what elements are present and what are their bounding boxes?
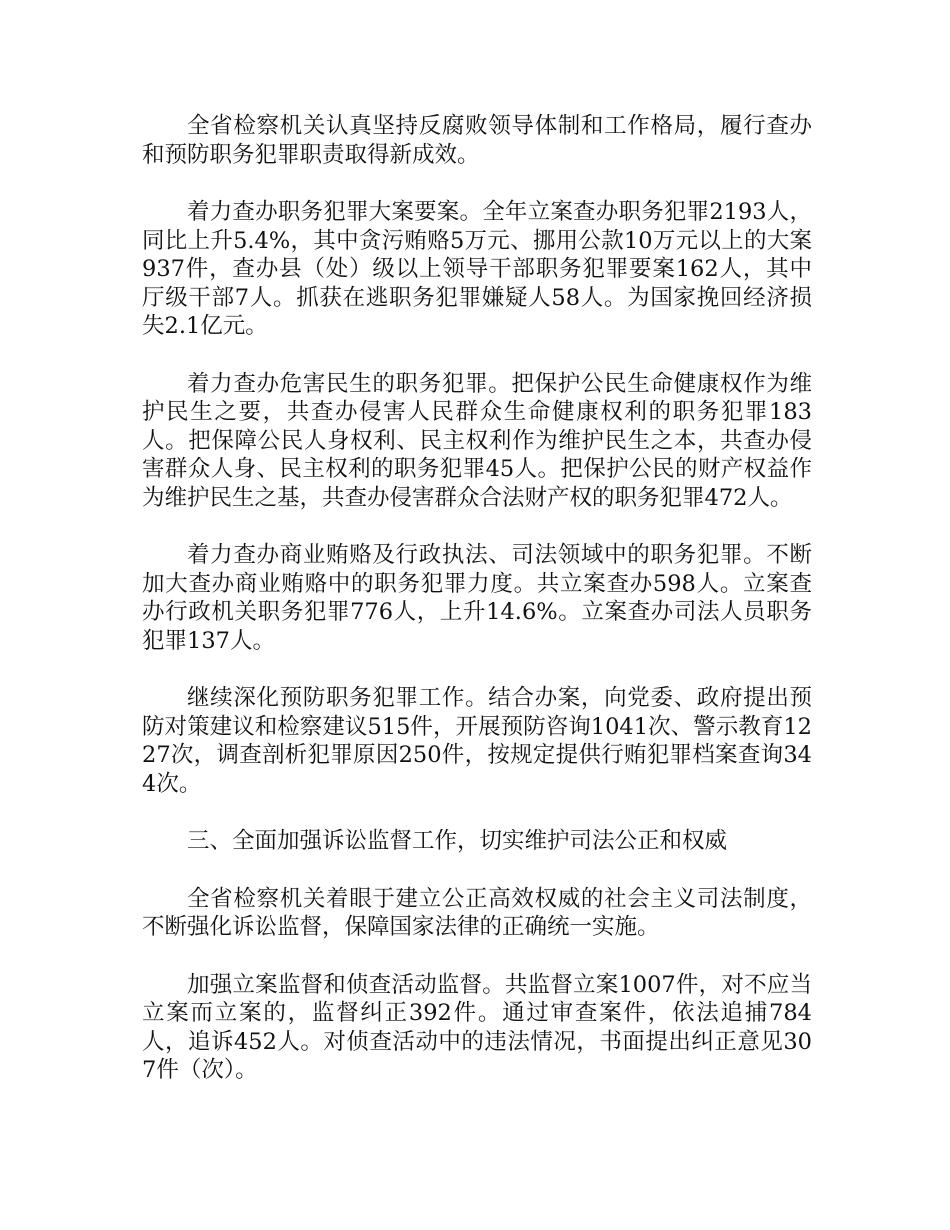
paragraph-anti-corruption-intro: 全省检察机关认真坚持反腐败领导体制和工作格局，履行查办和预防职务犯罪职责取得新成效。 <box>142 113 812 168</box>
document-body <box>142 112 812 1114</box>
paragraph-major-cases: 着力查办职务犯罪大案要案。全年立案查办职务犯罪2193人，同比上升5.4%，其中贪污贿赂5万元、挪用公款10万元以上的大案937件，查办县（处）级以上领导干部职务犯罪要案162人，其中厅级干部7人。抓获在逃职务犯罪嫌疑人58人。为国家挽回经济损失2.1亿元。 <box>142 199 812 339</box>
paragraph-supervision-intro: 全省检察机关着眼于建立公正高效权威的社会主义司法制度，不断强化诉讼监督，保障国家法律的正确统一实施。 <box>142 885 812 940</box>
paragraph-investigation-supervision: 加强立案监督和侦查活动监督。共监督立案1007件，对不应当立案而立案的，监督纠正392件。通过审查案件，依法追捕784人，追诉452人。对侦查活动中的违法情况，书面提出纠正意见307件（次）。 <box>142 971 812 1083</box>
paragraph-prevention-work: 继续深化预防职务犯罪工作。结合办案，向党委、政府提出预防对策建议和检察建议515件，开展预防咨询1041次、警示教育1227次，调查剖析犯罪原因250件，按规定提供行贿犯罪档案查询344次。 <box>142 685 812 797</box>
paragraph-commercial-bribery: 着力查办商业贿赂及行政执法、司法领域中的职务犯罪。不断加大查办商业贿赂中的职务犯罪力度。共立案查办598人。立案查办行政机关职务犯罪776人，上升14.6%。立案查办司法人员职务犯罪137人。 <box>142 542 812 654</box>
paragraph-livelihood-crimes: 着力查办危害民生的职务犯罪。把保护公民生命健康权作为维护民生之要，共查办侵害人民群众生命健康权利的职务犯罪183人。把保障公民人身权利、民主权利作为维护民生之本，共查办侵害群众人身、民主权利的职务犯罪45人。把保护公民的财产权益作为维护民生之基，共查办侵害群众合法财产权的职务犯罪472人。 <box>142 370 812 511</box>
section-heading-litigation-supervision: 三、全面加强诉讼监督工作，切实维护司法公正和权威 <box>187 828 728 854</box>
